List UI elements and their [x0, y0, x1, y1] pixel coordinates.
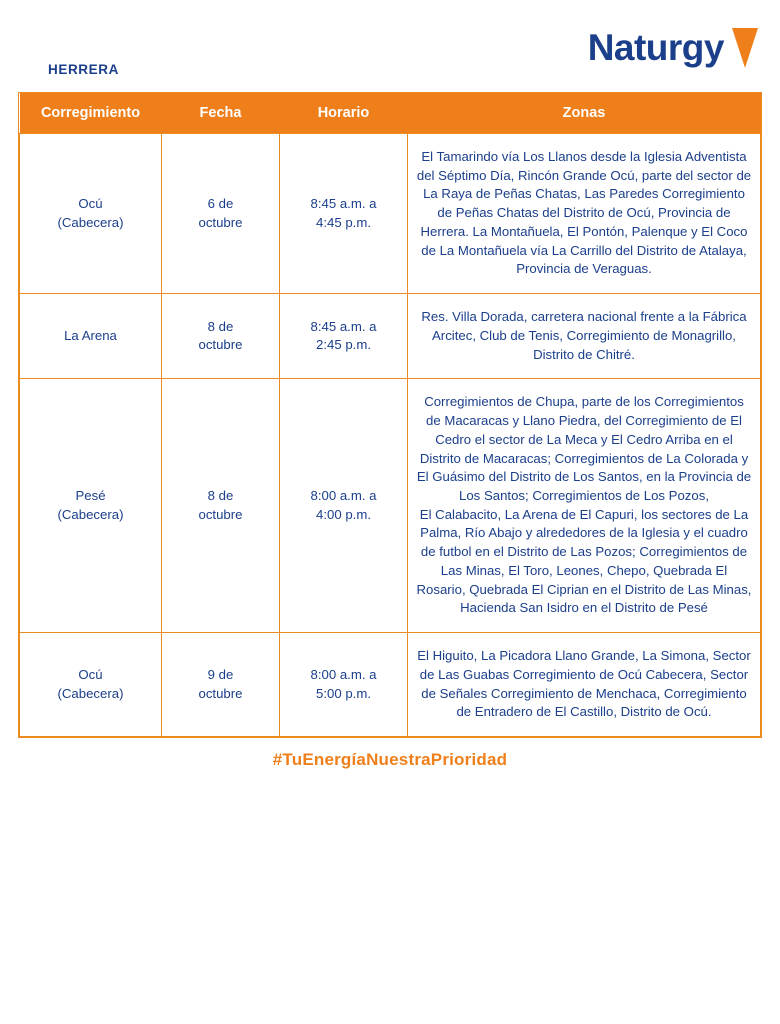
brand-name: Naturgy	[587, 27, 724, 68]
table-header-row	[20, 93, 761, 134]
header-zonas: Zonas	[408, 93, 761, 134]
cell-corregimiento: Ocú (Cabecera)	[20, 633, 162, 737]
cell-fecha: 9 de octubre	[162, 633, 280, 737]
cell-fecha: 8 de octubre	[162, 379, 280, 633]
header-fecha: Fecha	[162, 93, 280, 134]
region-title: HERRERA	[48, 62, 119, 77]
header-corregimiento: Corregimiento	[20, 93, 162, 134]
cell-horario: 8:00 a.m. a 5:00 p.m.	[280, 633, 408, 737]
cell-corregimiento: La Arena	[20, 294, 162, 379]
header-horario: Horario	[280, 93, 408, 134]
naturgy-flame-logo-icon	[730, 26, 760, 70]
brand-logo	[588, 26, 760, 70]
cell-corregimiento: Ocú (Cabecera)	[20, 134, 162, 294]
cell-fecha: 8 de octubre	[162, 294, 280, 379]
cell-horario: 8:45 a.m. a 2:45 p.m.	[280, 294, 408, 379]
schedule-table	[19, 93, 761, 737]
cell-horario: 8:00 a.m. a 4:00 p.m.	[280, 379, 408, 633]
table-row	[20, 633, 761, 737]
cell-fecha: 6 de octubre	[162, 134, 280, 294]
footer-hashtag: #TuEnergíaNuestraPrioridad	[272, 750, 508, 770]
cell-zonas: Res. Villa Dorada, carretera nacional frente a la Fábrica Arcitec, Club de Tenis, Corregimiento de Monagrillo, Distrito de Chitré.	[408, 294, 761, 379]
table-row	[20, 379, 761, 633]
table-row	[20, 294, 761, 379]
schedule-table-container	[18, 92, 762, 738]
document-header	[0, 0, 780, 92]
cell-zonas: El Tamarindo vía Los Llanos desde la Iglesia Adventista del Séptimo Día, Rincón Grande Ocú, parte del sector de La Raya de Peñas Chatas, Las Paredes Corregimiento de Peñas Chatas del Distrito de Ocú, Provincia de Herrera. La Montañuela, El Pontón, Palenque y El Coco de La Montañuela vía La Carrillo del Distrito de Atalaya, Provincia de Veraguas.	[408, 134, 761, 294]
cell-zonas: El Higuito, La Picadora Llano Grande, La Simona, Sector de Las Guabas Corregimiento de Ocú Cabecera, Sector de Señales Corregimiento de Menchaca, Corregimiento de Entradero de El Castillo, Distrito de Ocú.	[408, 633, 761, 737]
table-body	[20, 134, 761, 737]
table-row	[20, 134, 761, 294]
cell-horario: 8:45 a.m. a 4:45 p.m.	[280, 134, 408, 294]
cell-zonas: Corregimientos de Chupa, parte de los Corregimientos de Macaracas y Llano Piedra, del Corregimiento de El Cedro el sector de La Meca y El Cedro Arriba en el Distrito de Macaracas; Corregimientos de La Colorada y El Guásimo del Distrito de Los Santos, en la Provincia de Los Santos; Corregimientos de Los Pozos, El Calabacito, La Arena de El Capuri, los sectores de La Palma, Río Abajo y alrededores de la Iglesia y el cuadro de futbol en el Distrito de Las Pozos; Corregimientos de Las Minas, El Toro, Leones, Chepo, Quebrada El Rosario, Quebrada El Ciprian en el Distrito de Las Minas, Hacienda San Isidro en el Distrito de Pesé	[408, 379, 761, 633]
cell-corregimiento: Pesé (Cabecera)	[20, 379, 162, 633]
